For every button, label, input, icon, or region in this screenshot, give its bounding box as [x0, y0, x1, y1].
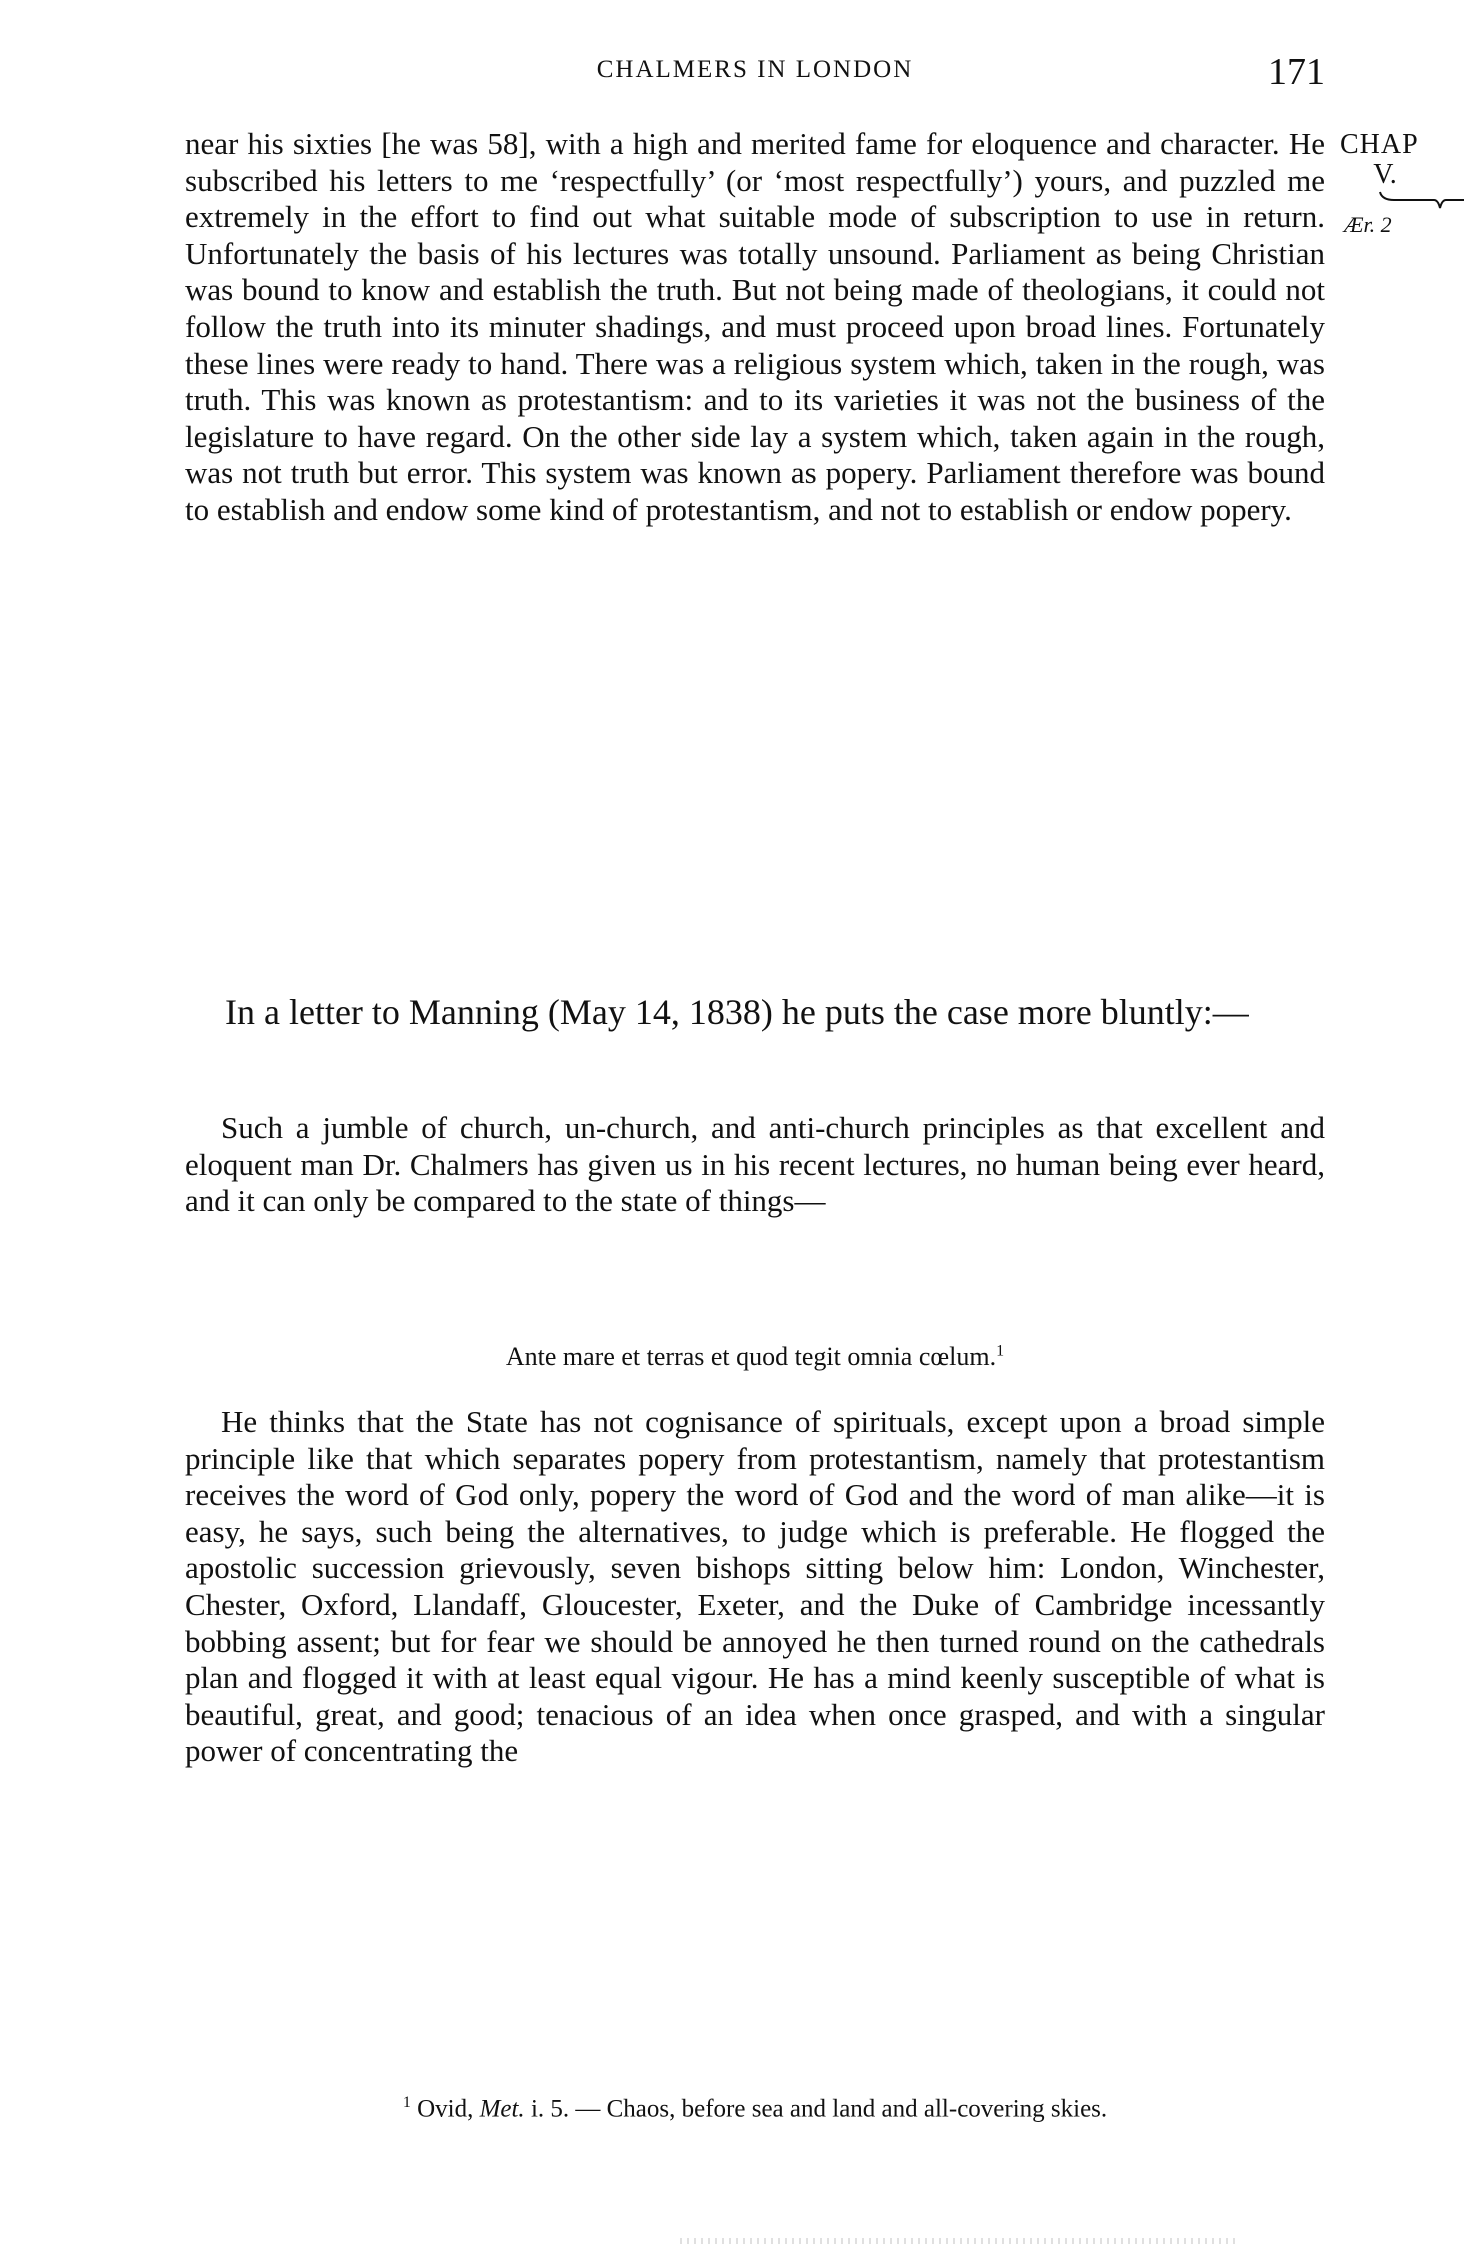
paragraph-1: near his sixties [he was 58], with a high and merited fame for eloquence and character. He subscribed his letters to me ‘respectfully’ (or ‘most respectfully’) yours, and puzzled me extremely in the effort to find out what suitable mode of subscription to use in return. Unfortunately the basis of his lectures was totally unsound. Parliament as being Christian was bound to know and establish the truth. But not being made of theologians, it could not follow the truth into its minuter shadings, and must proceed upon broad lines. Fortunately these lines were ready to hand. There was a religious system which, taken in the rough, was truth. This was known as protestantism: and to its varieties it was not the business of the legislature to have regard. On the other side lay a system which, taken again in the rough, was not truth but error. This system was known as popery. Parliament therefore was bound to establish and endow some kind of protestantism, and not to establish or endow popery.	[185, 126, 1325, 527]
paragraph-3: He thinks that the State has not cognisance of spirituals, except upon a broad simple principle like that which separates popery from protestantism, namely that protestantism receives the word of God only, popery the word of God and the word of man alike—it is easy, he says, such being the alternatives, to judge which is preferable. He flogged the apostolic succession grievously, seven bishops sitting below him: London, Winchester, Chester, Oxford, Llandaff, Gloucester, Exeter, and the Duke of Cambridge incessantly bobbing assent; but for fear we should be annoyed he then turned round on the cathedrals plan and flogged it with at least equal vigour. He has a mind keenly susceptible of what is beautiful, great, and good; tenacious of an idea when once grasped, and with a singular power of concentrating the	[185, 1404, 1325, 1769]
scan-artifact	[680, 2238, 1240, 2244]
running-head	[185, 50, 1325, 94]
aetat-label: Ær. 2	[1344, 212, 1392, 237]
block-quote: Such a jumble of church, un-church, and anti-church principles as that excellent and eloquent man Dr. Chalmers has given us in his recent lectures, no human being ever heard, and it can only be compared to the state of things—	[185, 1110, 1325, 1219]
chapter-label: CHAP	[1340, 129, 1419, 160]
footnote-author: Ovid,	[417, 2095, 474, 2123]
page-number: 171	[1268, 51, 1325, 93]
footnote-reference[interactable]: 1	[996, 1342, 1005, 1360]
margin-note	[1330, 130, 1464, 240]
chapter-number: V.	[1373, 159, 1397, 190]
footnote	[185, 2094, 1325, 2123]
verse-text: Ante mare et terras et quod tegit omnia cœlum.	[505, 1342, 997, 1371]
running-title: CHALMERS IN LONDON	[596, 56, 914, 83]
brace-icon	[1378, 190, 1464, 210]
footnote-marker: 1	[402, 2094, 411, 2111]
verse-quote	[185, 1342, 1325, 1372]
paragraph-2: In a letter to Manning (May 14, 1838) he puts the case more bluntly:—	[225, 992, 1249, 1032]
footnote-text: i. 5. — Chaos, before sea and land and all-covering skies.	[530, 2095, 1108, 2123]
footnote-work: Met.	[479, 2095, 525, 2123]
